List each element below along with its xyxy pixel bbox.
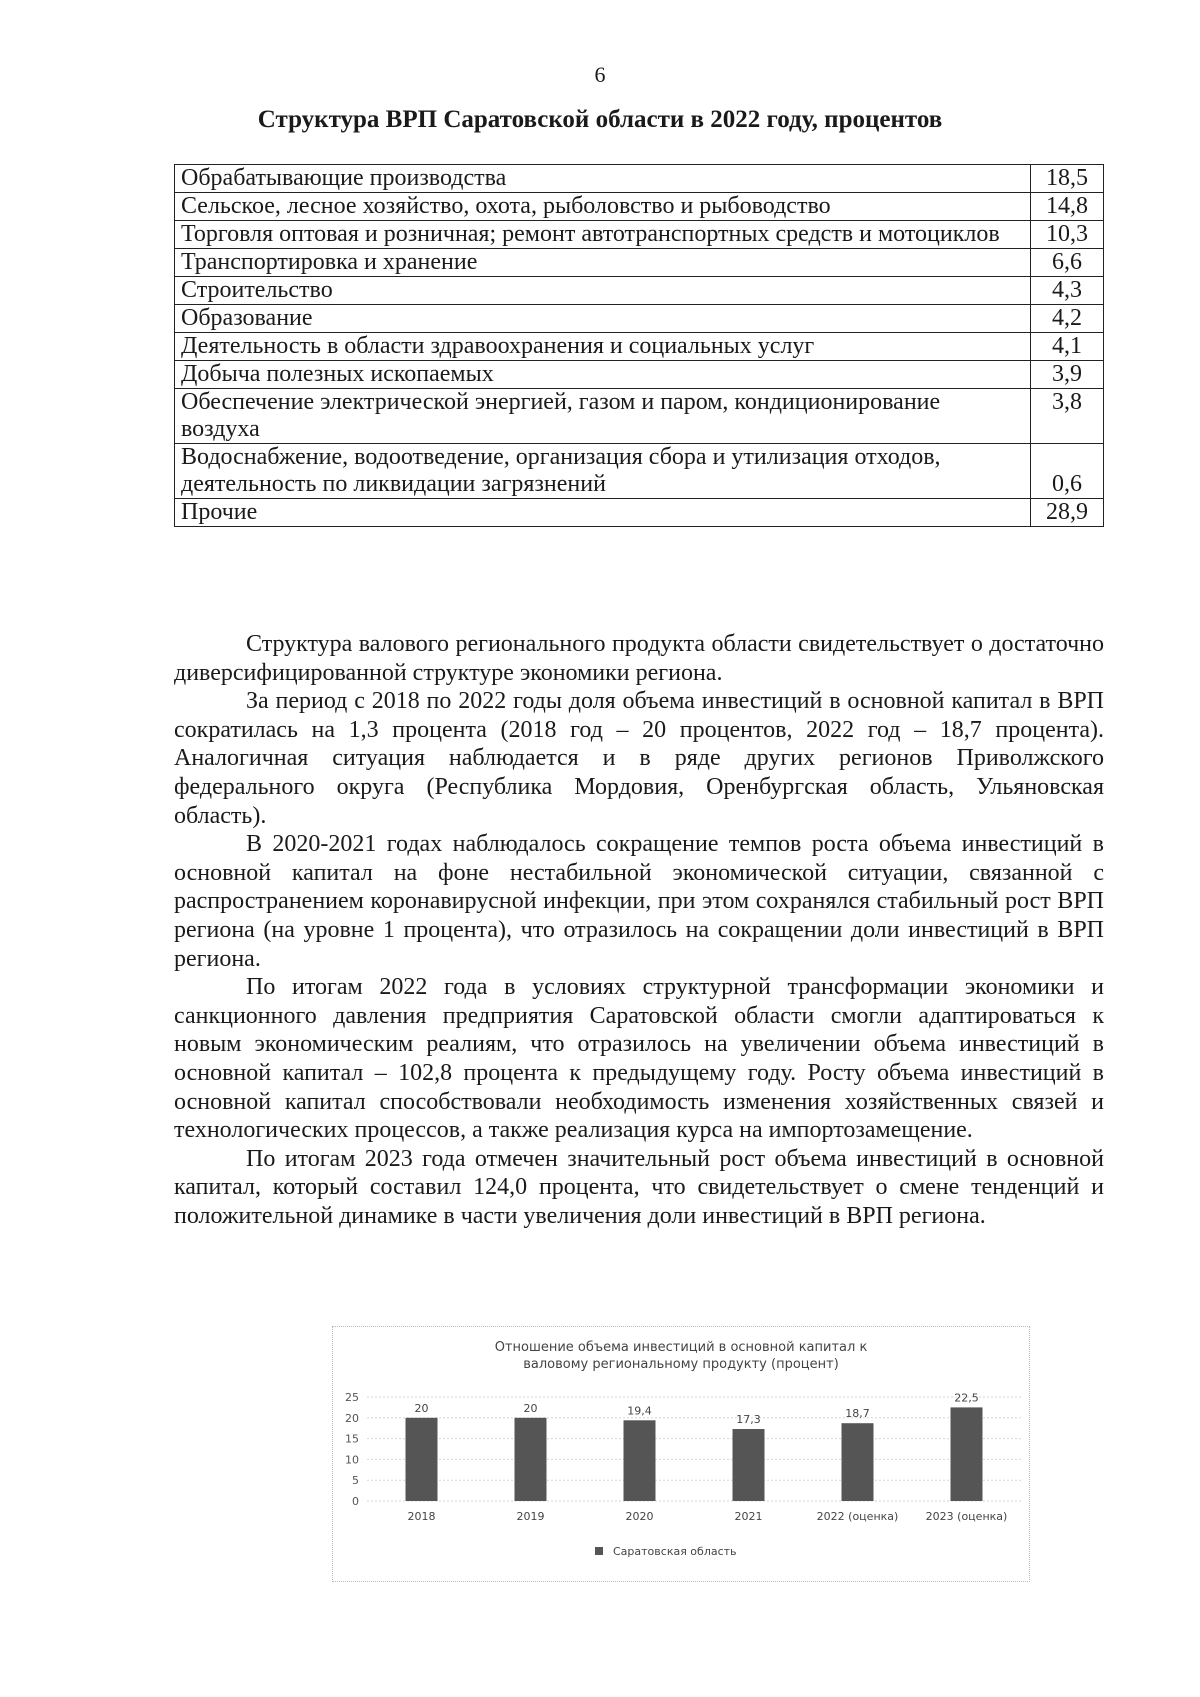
- row-label: Деятельность в области здравоохранения и социальных услуг: [175, 333, 1031, 361]
- table-row: [175, 361, 1104, 389]
- row-value: 10,3: [1031, 221, 1104, 249]
- chart-title-line1: Отношение объема инвестиций в основной капитал к: [494, 1340, 868, 1355]
- row-value: 6,6: [1031, 249, 1104, 277]
- table-row: [175, 333, 1104, 361]
- row-value: 4,1: [1031, 333, 1104, 361]
- bar-value-label: 19,4: [627, 1404, 652, 1418]
- x-tick-label: 2018: [407, 1510, 436, 1523]
- table-row: [175, 499, 1104, 527]
- row-label: Водоснабжение, водоотведение, организация сбора и утилизация отходов, деятельность по ликвидации загрязнений: [175, 444, 1031, 499]
- bar-2020: [624, 1420, 656, 1501]
- y-tick-label: 5: [352, 1474, 359, 1488]
- row-label: Образование: [175, 305, 1031, 333]
- row-value: 28,9: [1031, 499, 1104, 527]
- bar-2021: [733, 1429, 765, 1501]
- x-tick-label: 2023 (оценка): [925, 1510, 1008, 1523]
- x-tick-label: 2020: [625, 1510, 654, 1523]
- table-title: Структура ВРП Саратовской области в 2022 году, процентов: [257, 106, 943, 133]
- row-value: 4,2: [1031, 305, 1104, 333]
- row-label: Транспортировка и хранение: [175, 249, 1031, 277]
- bar-2018: [406, 1418, 438, 1501]
- body-text: [174, 630, 1104, 1230]
- row-value: 18,5: [1031, 165, 1104, 193]
- bar-value-label: 17,3: [736, 1413, 761, 1427]
- x-tick-label: 2021: [734, 1510, 763, 1523]
- paragraph: За период с 2018 по 2022 годы доля объема инвестиций в основной капитал в ВРП сократилась на 1,3 процента (2018 год – 20 процентов, 2022 год – 18,7 процента). Аналогичная ситуация наблюдается и в ряде других регионов Приволжского федерального округа (Республика Мордовия, Оренбургская область, Ульяновская область).: [174, 688, 1104, 829]
- table-row: [175, 193, 1104, 221]
- paragraph: Структура валового регионального продукта области свидетельствует о достаточно диверсифицированной структуре экономики региона.: [174, 631, 1104, 686]
- row-label: Обрабатывающие производства: [175, 165, 1031, 193]
- row-label: Прочие: [175, 499, 1031, 527]
- bar-2019: [515, 1418, 547, 1501]
- bar-value-label: 20: [414, 1401, 429, 1415]
- bar-value-label: 22,5: [954, 1391, 979, 1405]
- y-tick-label: 0: [352, 1495, 359, 1508]
- paragraph: По итогам 2023 года отмечен значительный рост объема инвестиций в основной капитал, который составил 124,0 процента, что свидетельствует о смене тенденций и положительной динамике в части увеличения доли инвестиций в ВРП региона.: [174, 1145, 1104, 1229]
- y-tick-label: 25: [345, 1391, 359, 1404]
- row-value: 4,3: [1031, 277, 1104, 305]
- row-label: Сельское, лесное хозяйство, охота, рыболовство и рыбоводство: [175, 193, 1031, 221]
- table-row: [175, 305, 1104, 333]
- table-row: [175, 389, 1104, 444]
- bar-2023: [951, 1407, 983, 1501]
- investment-ratio-chart: [332, 1326, 1030, 1582]
- page-number: 6: [594, 62, 606, 87]
- table-row: [175, 249, 1104, 277]
- chart-title-line2: валовому региональному продукту (процент): [523, 1357, 839, 1372]
- legend-swatch: [595, 1547, 603, 1555]
- y-tick-label: 15: [345, 1432, 359, 1446]
- row-value: 0,6: [1031, 444, 1104, 499]
- y-tick-label: 10: [345, 1453, 359, 1467]
- vrp-structure-table: [174, 164, 1104, 527]
- table-row: [175, 221, 1104, 249]
- row-label: Обеспечение электрической энергией, газом и паром, кондиционирование воздуха: [175, 389, 1031, 444]
- bar-2022: [842, 1423, 874, 1501]
- x-tick-label: 2019: [516, 1510, 545, 1523]
- table-row: [175, 165, 1104, 193]
- row-value: 3,9: [1031, 361, 1104, 389]
- row-label: Строительство: [175, 277, 1031, 305]
- y-tick-label: 20: [345, 1411, 359, 1425]
- paragraph: В 2020-2021 годах наблюдалось сокращение темпов роста объема инвестиций в основной капитал на фоне нестабильной экономической ситуации, связанной с распространением коронавирусной инфекции, при этом сохранялся стабильный рост ВРП региона (на уровне 1 процента), что отразилось на сокращении доли инвестиций в ВРП региона.: [174, 831, 1104, 972]
- row-label: Добыча полезных ископаемых: [175, 361, 1031, 389]
- table-row: [175, 277, 1104, 305]
- legend-label: Саратовская область: [613, 1545, 737, 1558]
- bar-value-label: 20: [523, 1401, 538, 1415]
- table-row: [175, 444, 1104, 499]
- x-tick-label: 2022 (оценка): [816, 1510, 899, 1523]
- bar-value-label: 18,7: [845, 1407, 870, 1421]
- chart-canvas: [333, 1327, 1029, 1581]
- paragraph: По итогам 2022 года в условиях структурной трансформации экономики и санкционного давления предприятия Саратовской области смогли адаптироваться к новым экономическим реалиям, что отразилось на увеличении объема инвестиций в основной капитал – 102,8 процента к предыдущему году. Росту объема инвестиций в основной капитал способствовали необходимость изменения хозяйственных связей и технологических процессов, а также реализация курса на импортозамещение.: [174, 974, 1104, 1144]
- row-value: 14,8: [1031, 193, 1104, 221]
- row-value: 3,8: [1031, 389, 1104, 444]
- row-label: Торговля оптовая и розничная; ремонт автотранспортных средств и мотоциклов: [175, 221, 1031, 249]
